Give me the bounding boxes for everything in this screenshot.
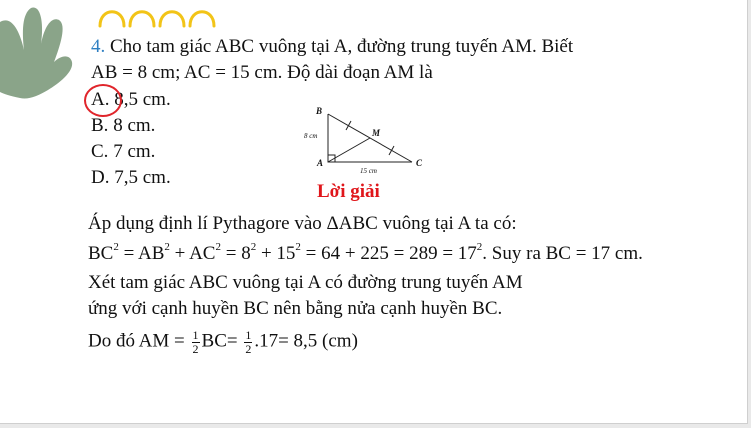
question-text-1: Cho tam giác ABC vuông tại A, đường trung tuyến AM. Biết xyxy=(105,36,574,57)
option-d-value: 7,5 cm. xyxy=(109,167,171,188)
label-a: A xyxy=(317,158,324,168)
option-a-value: 8,5 cm. xyxy=(109,89,171,110)
option-b-letter: B. xyxy=(91,115,109,136)
solution-line-2: $BC^2 = AB^2 + AC^2 = 8^2 + 15^2 = 64 + 225 = 289 = 17^2$. Suy ra BC = 17 cm. xyxy=(88,241,643,264)
solution-line-1: Áp dụng định lí Pythagore vào ΔABC vuông tại A ta có: xyxy=(88,213,517,234)
option-c-letter: C. xyxy=(91,141,109,162)
solution-line-4: ứng với cạnh huyền BC nên bằng nửa cạnh huyền BC. xyxy=(88,298,503,319)
option-b[interactable] xyxy=(91,116,155,135)
option-c-value: 7 cm. xyxy=(108,141,156,162)
option-a-letter: A. xyxy=(91,89,110,110)
option-c[interactable] xyxy=(91,142,155,161)
label-side-ab: 8 cm xyxy=(304,132,318,140)
tick-bm xyxy=(346,121,351,130)
question-number: 4. xyxy=(91,36,106,57)
selected-answer-circle xyxy=(84,84,122,117)
solution-line-5: Do đó AM = $\frac{1}{2}$ BC= $\frac{1}{2}$ .17= 8,5 (cm) xyxy=(88,328,358,356)
fraction-one-half-2: $\frac{1}{2}$ xyxy=(245,328,252,356)
label-side-ac: 15 cm xyxy=(360,167,377,175)
question-line-1 xyxy=(91,37,573,56)
solution-line-3: Xét tam giác ABC vuông tại A có đường trung tuyến AM xyxy=(88,272,523,293)
arcs-decoration-icon xyxy=(96,4,226,30)
option-d[interactable] xyxy=(91,168,171,187)
option-b-value: 8 cm. xyxy=(108,115,156,136)
label-c: C xyxy=(416,158,423,168)
label-m: M xyxy=(372,128,381,138)
tick-mc xyxy=(389,146,394,155)
solution-title: Lời giải xyxy=(317,181,380,202)
option-d-letter: D. xyxy=(91,167,110,188)
fraction-one-half-1: $\frac{1}{2}$ xyxy=(192,328,199,356)
triangle-figure xyxy=(300,102,435,180)
question-line-2: AB = 8 cm; AC = 15 cm. Độ dài đoạn AM là xyxy=(91,62,433,83)
leaf-decoration-icon xyxy=(0,0,80,110)
segment-am xyxy=(328,138,370,162)
label-b: B xyxy=(316,106,323,116)
